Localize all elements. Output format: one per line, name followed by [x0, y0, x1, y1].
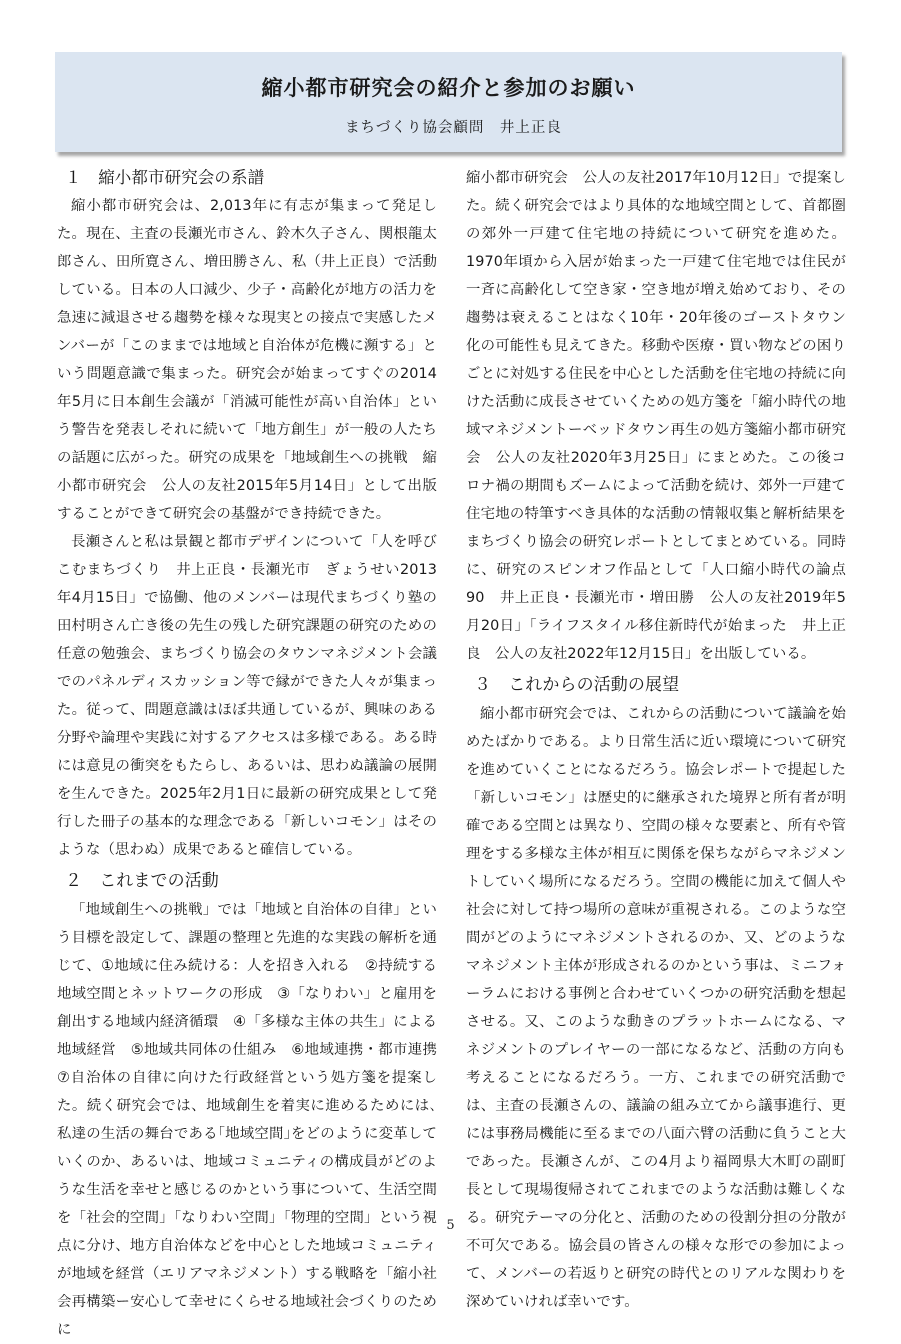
- section-3-paragraph: 縮小都市研究会では、これからの活動について議論を始めたばかりである。より日常生活に近い環境について研究を進めていくことになるだろう。協会レポートで提起した「新しいコモン」は歴史的に継承された境界と所有者が明確である空間とは異なり、空間の様々な要素と、所有や管理をする多様な主体が相互に関係を保ちながらマネジメントしていく場所になるだろう。空間の機能に加えて個人や社会に対して持つ場所の意味が重視される。このような空間がどのようにマネジメントされるのか、又、どのようなマネジメント主体が形成されるのかという事は、ミニフォーラムにおける事例と合わせていくつかの研究活動を想起させる。又、このような動きのプラットホームになる、マネジメントのプレイヤーの一部になるなど、活動の方向も考えることになるだろう。一方、これまでの研究活動では、主査の長瀬さんの、議論の組み立てから議事進行、更には事務局機能に至るまでの八面六臂の活動に負うこと大であった。長瀬さんが、この4月より福岡県大木町の副町長として現場復帰されてこれまでのような活動は難しくなる。研究テーマの分化と、活動のための役割分担の分散が不可欠である。協会員の皆さんの様々な形での参加によって、メンバーの若返りと研究の時代とのリアルな関わりを深めていければ幸いです。: [466, 706, 846, 1310]
- left-column: [57, 164, 452, 1344]
- section-2-paragraph: 「地域創生への挑戦」では「地域と自治体の自律」という目標を設定して、課題の整理と先進的な実践の解析を通じて、①地域に住み続ける：人を招き入れる ②持続する地域空間とネットワークの形成 ③「なりわい」と雇用を創出する地域内経済循環 ④「多様な主体の共生」による地域経営 ⑤地域共同体の仕組み ⑥地域連携・都市連携 ⑦自治体の自律に向けた行政経営という処方箋を提案した。続く研究会では、地域創生を着実に進めるためには､私達の生活の舞台である｢地域空間｣をどのように変革していくのか、あるいは、地域コミュニティの構成員がどのような生活を幸せと感じるのかという事について、生活空間を「社会的空間」「なりわい空間」「物理的空間」という視点に分け、地方自治体などを中心とした地域コミュニティが地域を経営（エリアマネジメント）する戦略を「縮小社会再構築ー安心して幸せにくらせる地域社会づくりのために: [57, 902, 452, 1338]
- section-1-heading: １ 縮小都市研究会の系譜: [65, 168, 265, 187]
- page-title: 縮小都市研究会の紹介と参加のお願い: [261, 76, 636, 100]
- section-3-heading: ３ これからの活動の展望: [474, 675, 680, 695]
- title-banner: [55, 52, 842, 152]
- section-2-heading: ２ これまでの活動: [65, 871, 219, 891]
- right-column: [466, 164, 846, 1316]
- section-2-paragraph-continued: 縮小都市研究会 公人の友社2017年10月12日」で提案した。続く研究会ではより具体的な地域空間として、首都圏の郊外一戸建て住宅地の持続について研究を進めた。1970年頃から入居が始まった一戸建て住宅地では住民が一斉に高齢化して空き家・空き地が増え始めており、その趨勢は衰えることはなく10年・20年後のゴーストタウン化の可能性も見えてきた。移動や医療・買い物などの困りごとに対処する住民を中心とした活動を住宅地の持続に向けた活動に成長させていくための処方箋を「縮小時代の地域マネジメントーベッドタウン再生の処方箋縮小都市研究会 公人の友社2020年3月25日」にまとめた。この後コロナ禍の期間もズームによって活動を続け、郊外一戸建て住宅地の特筆すべき具体的な活動の情報収集と解析結果をまちづくり協会の研究レポートとしてまとめている。同時に、研究のスピンオフ作品として「人口縮小時代の論点90 井上正良・長瀬光市・増田勝 公人の友社2019年5月20日」「ライフスタイル移住新時代が始まった 井上正良 公人の友社2022年12月15日」を出版している。: [466, 170, 846, 662]
- author-line: まちづくり協会顧問 井上正良: [345, 120, 562, 136]
- section-1-paragraph-2: 長瀬さんと私は景観と都市デザインについて「人を呼びこむまちづくり 井上正良・長瀬光市 ぎょうせい2013年4月15日」で協働、他のメンバーは現代まちづくり塾の田村明さん亡き後の先生の残した研究課題の研究のための任意の勉強会、まちづくり協会のタウンマネジメント会議でのパネルディスカッション等で縁ができた人々が集まった。従って、問題意識はほぼ共通しているが、興味のある分野や論理や実践に対するアクセスは多様である。ある時には意見の衝突をもたらし、あるいは、思わぬ議論の展開を生んできた。2025年2月1日に最新の研究成果として発行した冊子の基本的な理念である「新しいコモン」はそのような（思わぬ）成果であると確信している。: [57, 534, 437, 858]
- section-1-paragraph-1: 縮小都市研究会は、2,013年に有志が集まって発足した。現在、主査の長瀬光市さん、鈴木久子さん、関根龍太郎さん、田所寛さん、増田勝さん、私（井上正良）で活動している。日本の人口減少、少子・高齢化が地方の活力を急速に減退させる趨勢を様々な現実との接点で実感したメンバーが「このままでは地域と自治体が危機に瀕する」という問題意識で集まった。研究会が始まってすぐの2014年5月に日本創生会議が「消滅可能性が高い自治体」という警告を発表しそれに続いて「地方創生」が一般の人たちの話題に広がった。研究の成果を「地域創生への挑戦 縮小都市研究会 公人の友社2015年5月14日」として出版することができて研究会の基盤ができ持続できた。: [57, 198, 438, 522]
- page-number: 5: [446, 1218, 455, 1233]
